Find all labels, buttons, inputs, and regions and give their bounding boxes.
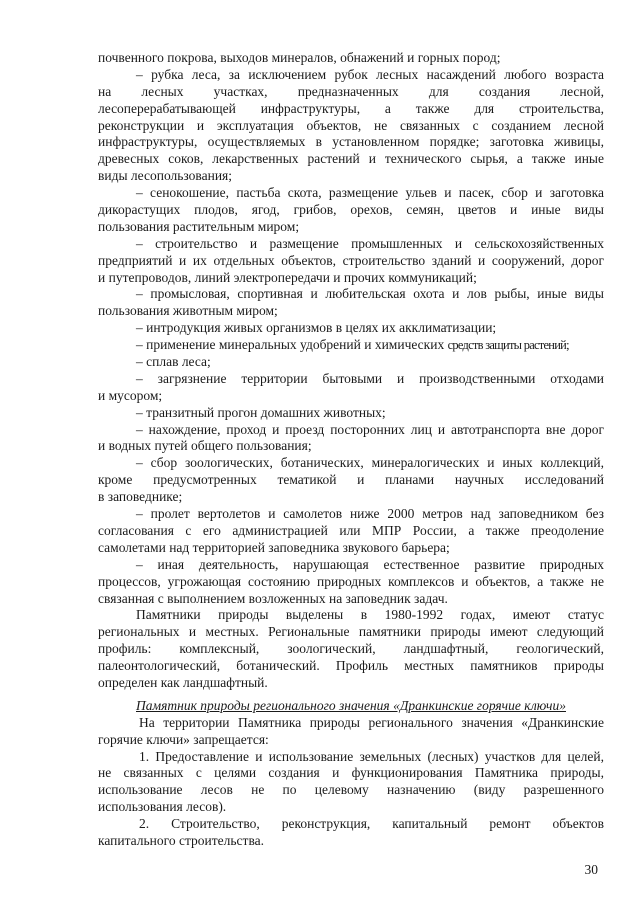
text-line: пользования животным миром; (98, 303, 278, 319)
text-line: – сплав леса; (136, 354, 211, 370)
text-line: предприятий и их отдельных объектов, строительство зданий и сооружений, дорог (98, 252, 604, 268)
text-line: – интродукция живых организмов в целях их акклиматизации; (136, 320, 497, 336)
text-line: – нахождение, проход и проезд посторонних лиц и автотранспорта вне дорог (136, 421, 604, 437)
text-line: и водных путей общего пользования; (98, 438, 312, 454)
text-line: дикорастущих плодов, ягод, грибов, орехов, семян, цветов и иные виды (98, 202, 604, 218)
text-line: – загрязнение территории бытовыми и производственными отходами (136, 370, 604, 386)
text-line: определен как ландшафтный. (98, 674, 268, 690)
text-line: связанная с выполнением возложенных на заповедник задач. (98, 590, 448, 606)
text-line: виды лесопользования; (98, 168, 233, 184)
text-line: в заповеднике; (98, 489, 183, 505)
text-line: 2. Строительство, реконструкция, капитальный ремонт объектов (139, 816, 604, 832)
text-line: кроме предусмотренных тематикой и планами научных исследований (98, 472, 604, 488)
text-line: На территории Памятника природы регионального значения «Дранкинские (139, 714, 604, 730)
text-line: не связанных с целями создания и функционирования Памятника природы, (98, 765, 604, 781)
text-line: древесных соков, лекарственных растений и технического сырья, а также иные (98, 151, 604, 167)
text-line: использование лесов не по целевому назначению (виду разрешенного (98, 782, 604, 798)
text-line: на лесных участках, предназначенных для создания лесной, (98, 83, 604, 99)
text-line: Памятники природы выделены в 1980-1992 годах, имеют статус (136, 607, 604, 623)
text-line: согласования с его администрацией или МПР России, а также преодоление (98, 522, 604, 538)
text-line: – транзитный прогон домашних животных; (136, 404, 386, 420)
text-line: – сенокошение, пастьба скота, размещение ульев и пасек, сбор и заготовка (136, 185, 604, 201)
text-line: пользования растительным миром; (98, 218, 300, 234)
text-line: и мусором; (98, 387, 163, 403)
text-line: реконструкции и эксплуатация объектов, не связанных с созданием лесной (98, 117, 604, 133)
text-line: использования лесов). (98, 799, 227, 815)
text-line: – иная деятельность, нарушающая естественное развитие природных (136, 556, 604, 572)
section-heading: Памятник природы регионального значения «Дранкинские горячие ключи» (136, 697, 566, 713)
text-line: региональных и местных. Региональные памятники природы имеют следующий (98, 624, 604, 640)
text-line: – рубка леса, за исключением рубок лесных насаждений любого возраста (136, 66, 604, 82)
text-line: – пролет вертолетов и самолетов ниже 2000 метров над заповедником без (136, 506, 604, 522)
text-line: лесоперерабатывающей инфраструктуры, а также для строительства, (98, 100, 604, 116)
text-fragment-condensed: средств защиты растений; (447, 338, 569, 353)
page-number: 30 (584, 862, 598, 877)
text-line: инфраструктуры, осуществляемых в установленном порядке; заготовка живицы, (98, 134, 604, 150)
text-line: – строительство и размещение промышленных и сельскохозяйственных (136, 235, 604, 251)
text-line: самолетами над территорией заповедника звукового барьера; (98, 539, 450, 555)
text-line: профиль: комплексный, зоологический, ландшафтный, геологический, (98, 641, 604, 657)
text-line-mixed (98, 337, 604, 354)
document-body (98, 50, 604, 850)
text-line: горячие ключи» запрещается: (98, 731, 269, 747)
text-line: капитального строительства. (98, 832, 265, 848)
text-fragment: – применение минеральных удобрений и химических (136, 337, 448, 353)
text-line: – сбор зоологических, ботанических, минералогических и иных коллекций, (136, 455, 604, 471)
text-line: процессов, угрожающая состоянию природных комплексов и объектов, а также не (98, 573, 604, 589)
text-line: – промысловая, спортивная и любительская охота и лов рыбы, иные виды (136, 286, 604, 302)
text-line: 1. Предоставление и использование земельных (лесных) участков для целей, (139, 748, 604, 764)
text-line: палеонтологический, ботанический. Профиль местных памятников природы (98, 658, 604, 674)
text-line: почвенного покрова, выходов минералов, обнажений и горных пород; (98, 50, 501, 65)
text-line: и путепроводов, линий электропередачи и прочих коммуникаций; (98, 269, 477, 285)
